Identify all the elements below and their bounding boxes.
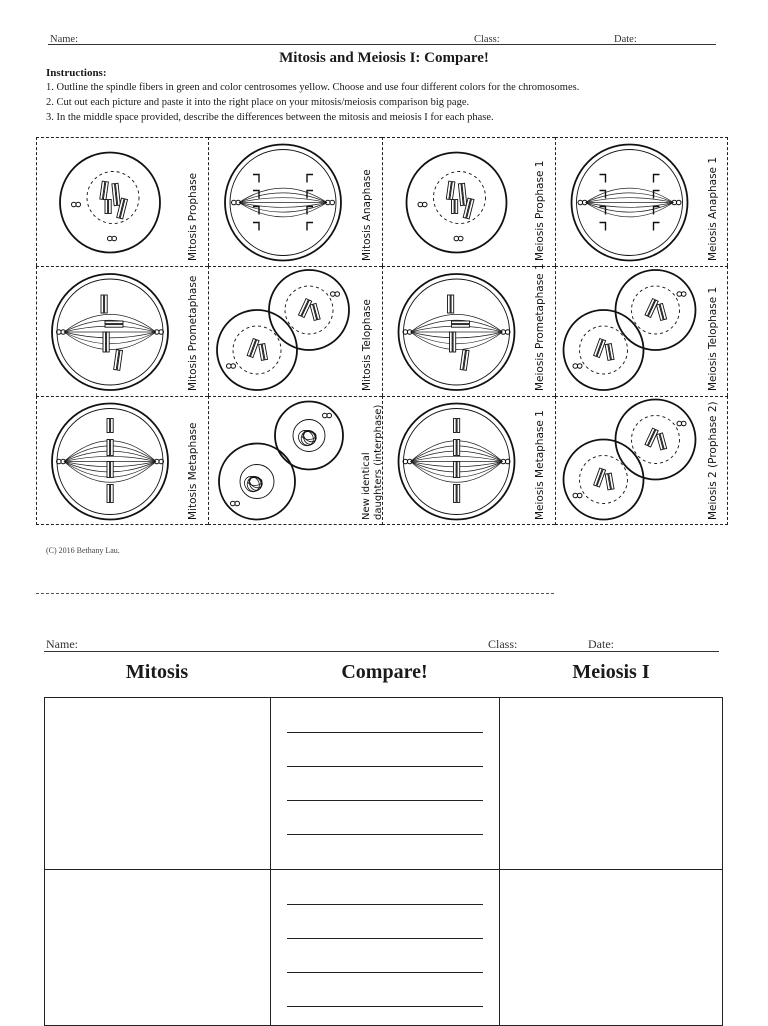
worksheet-title: Mitosis and Meiosis I: Compare! bbox=[279, 50, 489, 66]
card-label: New identical daughters (interphase) bbox=[361, 404, 384, 520]
cutout-card bbox=[382, 263, 555, 396]
date-label: Date: bbox=[614, 34, 637, 45]
card-label: Mitosis Anaphase bbox=[361, 169, 373, 261]
column-heading-meiosis: Meiosis I bbox=[572, 661, 650, 683]
cell-anaphase-diagram bbox=[556, 138, 703, 267]
card-label: Mitosis Prophase bbox=[187, 172, 199, 261]
writing-line[interactable] bbox=[287, 732, 483, 733]
header-underline bbox=[48, 44, 716, 45]
cutout-card bbox=[208, 396, 382, 525]
cutout-card bbox=[555, 266, 728, 396]
cell-prometaphase-diagram bbox=[383, 267, 530, 397]
card-label: Meiosis Prometaphase 1 bbox=[534, 263, 546, 391]
cutout-card bbox=[208, 137, 382, 266]
card-label: Meiosis 2 (Prophase 2) bbox=[707, 401, 719, 520]
cutout-card bbox=[555, 137, 728, 266]
card-label: Meiosis Metaphase 1 bbox=[534, 410, 546, 520]
card-label: Meiosis Anaphase 1 bbox=[707, 156, 719, 261]
meiosis-cell bbox=[499, 697, 723, 870]
card-label: Mitosis Telophase bbox=[361, 299, 373, 391]
cutout-card bbox=[382, 137, 555, 266]
writing-line[interactable] bbox=[287, 938, 483, 939]
instruction-item: 3. In the middle space provided, describe the differences between the mitosis and meiosis I for each phase. bbox=[46, 112, 494, 123]
cell-prophase-diagram bbox=[37, 138, 183, 267]
writing-line[interactable] bbox=[287, 1006, 483, 1007]
two-cells-diagram bbox=[209, 267, 357, 397]
writing-line[interactable] bbox=[287, 800, 483, 801]
meiosis-cell bbox=[499, 869, 723, 1026]
cell-metaphase-diagram bbox=[37, 397, 183, 526]
header-underline bbox=[44, 651, 719, 652]
column-heading-mitosis: Mitosis bbox=[125, 661, 189, 683]
writing-line[interactable] bbox=[287, 834, 483, 835]
two-cells-interphase-diagram bbox=[209, 397, 357, 526]
instructions-heading: Instructions: bbox=[46, 67, 107, 79]
card-label: Mitosis Metaphase bbox=[187, 422, 199, 520]
two-cells-diagram bbox=[556, 267, 703, 397]
cell-prophase-diagram bbox=[383, 138, 530, 267]
writing-line[interactable] bbox=[287, 766, 483, 767]
card-label: Meiosis Telophase 1 bbox=[707, 286, 719, 391]
class-label: Class: bbox=[474, 34, 500, 45]
writing-line[interactable] bbox=[287, 904, 483, 905]
class-label: Class: bbox=[488, 637, 518, 651]
cut-line bbox=[36, 593, 554, 594]
two-cells-diagram bbox=[556, 397, 703, 526]
cutout-card bbox=[36, 266, 208, 396]
cutout-card bbox=[382, 396, 555, 525]
copyright-text: (C) 2016 Bethany Lau. bbox=[46, 546, 120, 555]
name-label: Name: bbox=[46, 637, 78, 651]
card-label: Meiosis Prophase 1 bbox=[534, 160, 546, 261]
instruction-item: 1. Outline the spindle fibers in green and color centrosomes yellow. Choose and use four different colors for the chromosomes. bbox=[46, 82, 580, 93]
column-heading-compare: Compare! bbox=[341, 661, 428, 683]
cell-prometaphase-diagram bbox=[37, 267, 183, 397]
cutout-card bbox=[36, 137, 208, 266]
mitosis-cell bbox=[44, 869, 271, 1026]
cell-metaphase-diagram bbox=[383, 397, 530, 526]
cutout-card-grid bbox=[36, 137, 728, 525]
cutout-card bbox=[36, 396, 208, 525]
date-label: Date: bbox=[588, 637, 614, 651]
instruction-item: 2. Cut out each picture and paste it into the right place on your mitosis/meiosis comparison big page. bbox=[46, 97, 470, 108]
cutout-card bbox=[208, 266, 382, 396]
card-label: Mitosis Prometaphase bbox=[187, 275, 199, 391]
cell-anaphase-diagram bbox=[209, 138, 357, 267]
compare-cell[interactable] bbox=[270, 697, 500, 870]
mitosis-cell bbox=[44, 697, 271, 870]
comparison-table bbox=[44, 697, 723, 1024]
name-label: Name: bbox=[50, 34, 78, 45]
cutout-card bbox=[555, 396, 728, 525]
compare-cell[interactable] bbox=[270, 869, 500, 1026]
writing-line[interactable] bbox=[287, 972, 483, 973]
